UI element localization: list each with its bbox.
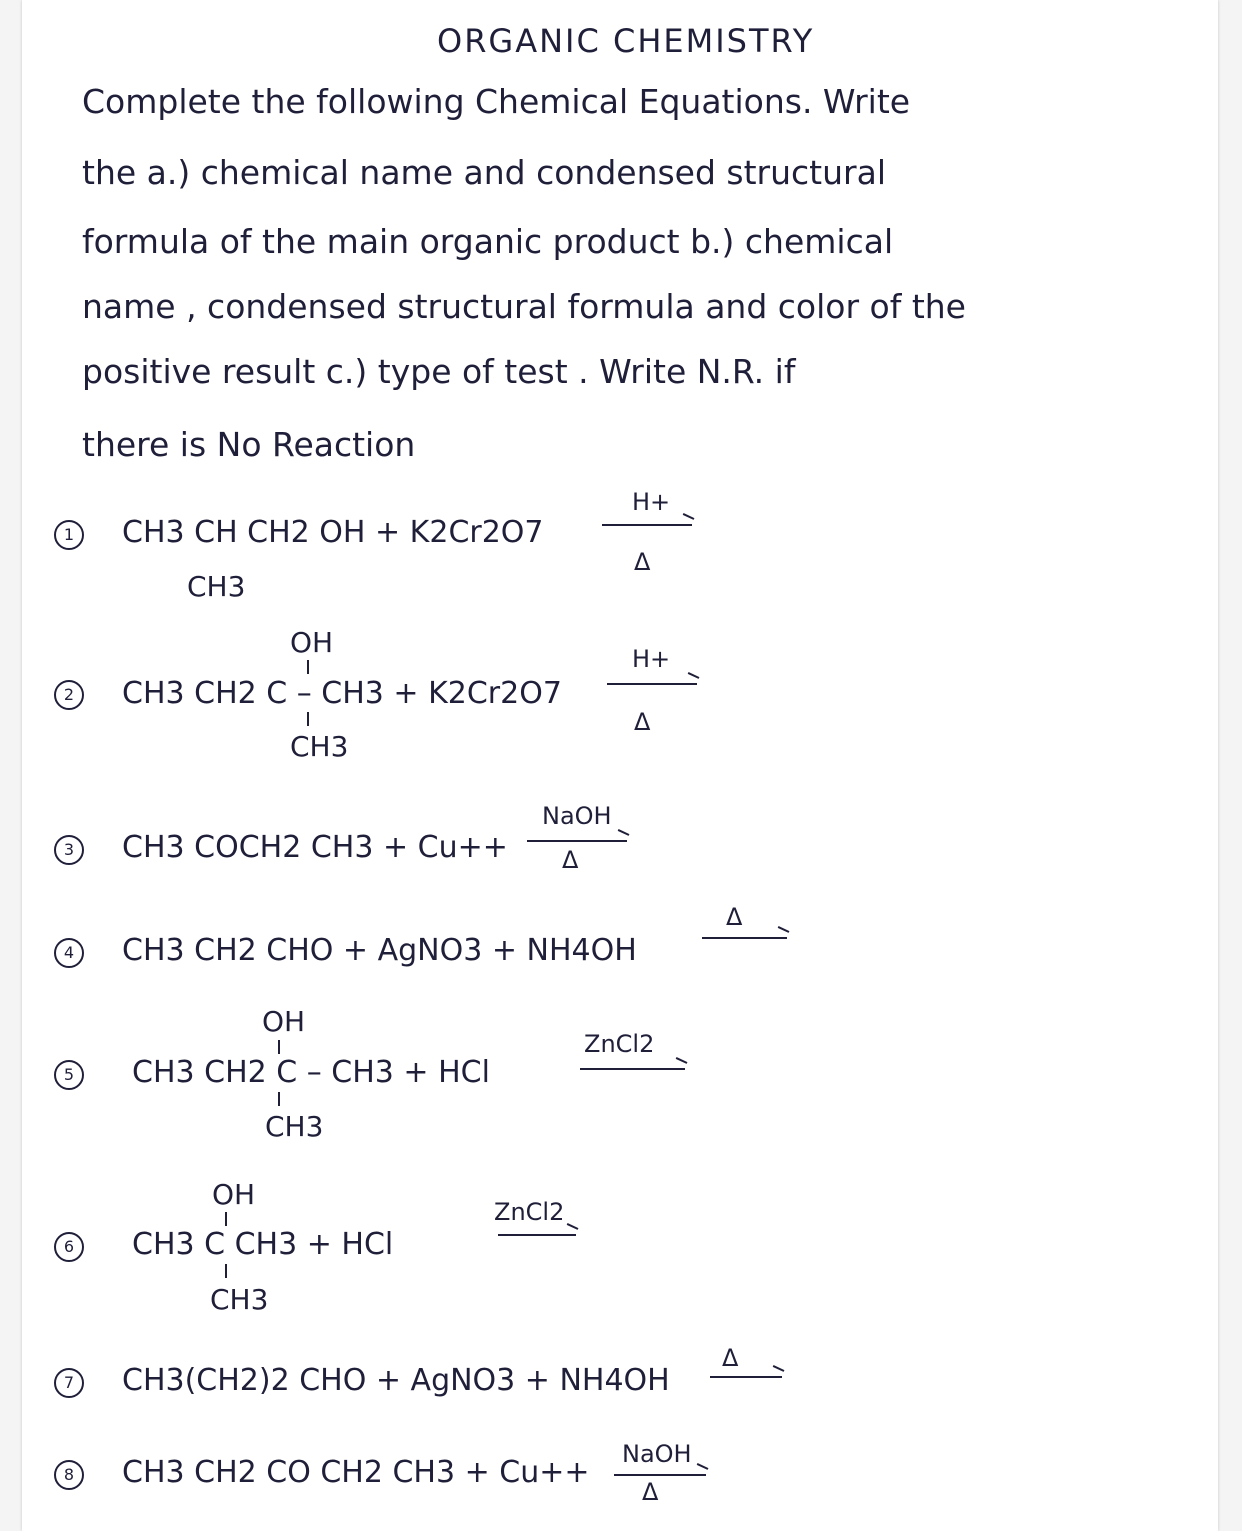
equation-number: 2 (54, 680, 84, 710)
condition-below: Δ (634, 708, 651, 736)
equation-number: 8 (54, 1460, 84, 1490)
equation-branch: CH3 (290, 730, 349, 763)
condition-above: ZnCl2 (494, 1198, 565, 1226)
condition-below: Δ (634, 548, 651, 576)
condition-above: ZnCl2 (584, 1030, 655, 1058)
bond-line (225, 1264, 227, 1278)
reaction-arrow (580, 1068, 685, 1070)
equation-main: CH3(CH2)2 CHO + AgNO3 + NH4OH (122, 1363, 670, 1398)
condition-above: Δ (722, 1344, 739, 1372)
equation-main: CH3 C CH3 + HCl (132, 1227, 394, 1262)
page-title: ORGANIC CHEMISTRY (437, 22, 815, 60)
bond-line (307, 712, 309, 726)
instruction-line-3: formula of the main organic product b.) chemical (82, 222, 894, 261)
equation-number: 4 (54, 938, 84, 968)
instruction-line-6: there is No Reaction (82, 425, 416, 464)
bond-line (278, 1040, 280, 1054)
reaction-arrow (702, 937, 787, 939)
equation-number: 1 (54, 520, 84, 550)
equation-number: 7 (54, 1368, 84, 1398)
reaction-arrow (602, 524, 692, 526)
equation-branch: CH3 (187, 570, 246, 603)
reaction-arrow (527, 840, 627, 842)
reaction-arrow (607, 683, 697, 685)
equation-number: 6 (54, 1232, 84, 1262)
equation-main: CH3 CH2 C – CH3 + HCl (132, 1055, 490, 1090)
equation-branch: CH3 (210, 1283, 269, 1316)
worksheet-page (22, 0, 1218, 1531)
condition-above: NaOH (542, 802, 612, 830)
equation-main: CH3 CH2 C – CH3 + K2Cr2O7 (122, 676, 562, 711)
equation-top-group: OH (262, 1005, 306, 1038)
bond-line (278, 1092, 280, 1106)
condition-below: Δ (562, 846, 579, 874)
equation-branch: CH3 (265, 1110, 324, 1143)
bond-line (225, 1212, 227, 1226)
equation-main: CH3 CH2 CO CH2 CH3 + Cu++ (122, 1455, 590, 1490)
instruction-line-5: positive result c.) type of test . Write N.R. if (82, 352, 796, 391)
condition-above: H+ (632, 488, 671, 516)
reaction-arrow (614, 1474, 706, 1476)
instruction-line-2: the a.) chemical name and condensed structural (82, 153, 886, 192)
condition-above: Δ (726, 903, 743, 931)
condition-above: NaOH (622, 1440, 692, 1468)
instruction-line-1: Complete the following Chemical Equations. Write (82, 82, 911, 121)
equation-main: CH3 CH CH2 OH + K2Cr2O7 (122, 515, 544, 550)
condition-above: H+ (632, 645, 671, 673)
equation-main: CH3 COCH2 CH3 + Cu++ (122, 830, 508, 865)
reaction-arrow (498, 1234, 576, 1236)
equation-main: CH3 CH2 CHO + AgNO3 + NH4OH (122, 933, 637, 968)
bond-line (307, 660, 309, 674)
equation-number: 5 (54, 1060, 84, 1090)
equation-top-group: OH (290, 626, 334, 659)
reaction-arrow (710, 1376, 782, 1378)
instruction-line-4: name , condensed structural formula and color of the (82, 287, 966, 326)
equation-number: 3 (54, 835, 84, 865)
equation-top-group: OH (212, 1178, 256, 1211)
condition-below: Δ (642, 1478, 659, 1506)
